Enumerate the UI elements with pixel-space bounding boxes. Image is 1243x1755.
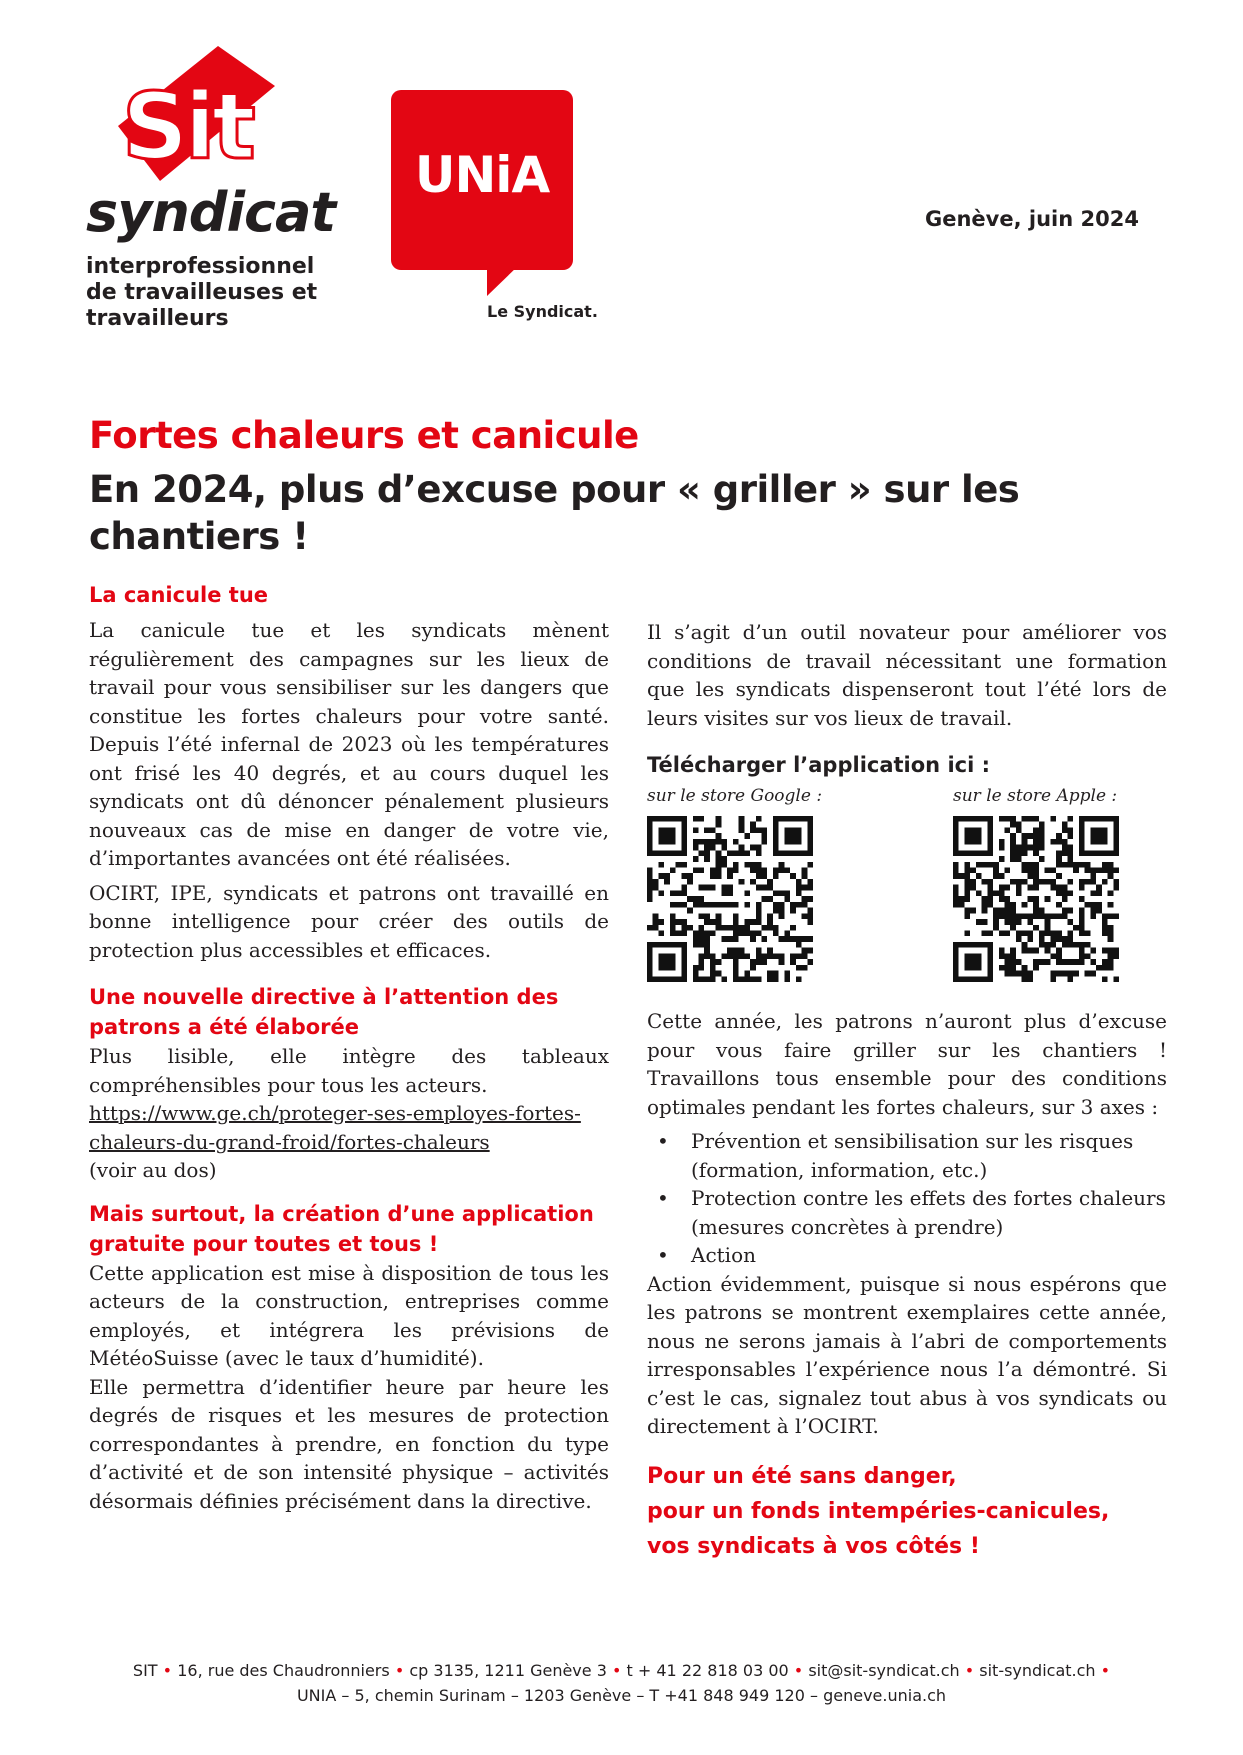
bullet-icon: •	[657, 1243, 669, 1267]
sit-logo-text: Sit	[122, 73, 252, 180]
sit-logo	[86, 46, 336, 336]
separator-dot-icon: •	[793, 1661, 809, 1680]
footer	[0, 1658, 1243, 1708]
footer-po-box: cp 3135, 1211 Genève 3	[409, 1661, 607, 1680]
bullet-icon: •	[657, 1186, 669, 1210]
download-heading: Télécharger l’application ici :	[647, 753, 990, 777]
slogan-line: vos syndicats à vos côtés !	[647, 1533, 980, 1559]
qr-code-google-icon[interactable]	[647, 816, 813, 982]
unia-logo	[391, 90, 611, 330]
paragraph: OCIRT, IPE, syndicats et patrons ont travaillé en bonne intelligence pour créer des outils de protection plus accessibles et efficaces.	[89, 880, 609, 962]
axes-list	[647, 1127, 1167, 1270]
paragraph: Elle permettra d’identifier heure par heure les degrés de risques et les mesures de protection correspondantes à prendre, en fonction du type d’activité et de son intensité physique – activités désormais définies précisément dans la directive.	[89, 1374, 609, 1513]
section-heading-directive: Une nouvelle directive à l’attention des patrons a été élaborée	[89, 985, 559, 1039]
paragraph: Cette année, les patrons n’auront plus d’excuse pour vous faire griller sur les chantiers ! Travaillons tous ensemble pour des conditions optimales pendant les fortes chaleurs, sur 3 axes :	[647, 1009, 1167, 1119]
paragraph: Il s’agit d’un outil novateur pour améliorer vos conditions de travail nécessitant une formation que les syndicats dispenseront tout l’été lors de leurs visites sur vos lieux de travail.	[647, 620, 1167, 730]
unia-logo-tail	[391, 90, 611, 330]
store-label-google: sur le store Google :	[647, 786, 823, 806]
list-item: • Prévention et sensibilisation sur les risques (formation, information, etc.)	[657, 1129, 1134, 1182]
sit-logo-mark	[100, 46, 280, 186]
separator-dot-icon: •	[611, 1661, 627, 1680]
sit-subtitle-line: travailleurs	[86, 306, 229, 331]
sit-logo-subtitle	[86, 254, 317, 332]
footer-website[interactable]: sit-syndicat.ch	[979, 1661, 1096, 1680]
paragraph: Plus lisible, elle intègre des tableaux compréhensibles pour tous les acteurs.	[89, 1044, 609, 1097]
link-note: (voir au dos)	[89, 1158, 217, 1182]
store-label-apple: sur le store Apple :	[953, 786, 1118, 806]
slogan-line: Pour un été sans danger,	[647, 1463, 957, 1489]
store-qr-codes	[647, 782, 1167, 1007]
bullet-icon: •	[657, 1129, 669, 1153]
paragraph: Cette application est mise à disposition de tous les acteurs de la construction, entreprises comme employés, et intégrera les prévisions de MétéoSuisse (avec le taux d’humidité).	[89, 1260, 609, 1370]
footer-email[interactable]: sit@sit-syndicat.ch	[808, 1661, 960, 1680]
separator-dot-icon: •	[162, 1661, 178, 1680]
footer-address: 16, rue des Chaudronniers	[177, 1661, 390, 1680]
list-item: • Protection contre les effets des fortes chaleurs (mesures concrètes à prendre)	[657, 1186, 1166, 1239]
separator-dot-icon: •	[1100, 1661, 1111, 1680]
document-date: Genève, juin 2024	[925, 207, 1139, 231]
section-heading-canicule: La canicule tue	[89, 583, 269, 607]
sit-subtitle-line: interprofessionnel	[86, 254, 315, 279]
qr-code-apple-icon[interactable]	[953, 816, 1119, 982]
sit-logo-name: syndicat	[86, 181, 336, 244]
footer-phone: t + 41 22 818 03 00	[626, 1661, 789, 1680]
left-column	[89, 580, 609, 1515]
separator-dot-icon: •	[394, 1661, 410, 1680]
page-title: Fortes chaleurs et canicule	[89, 414, 639, 457]
footer-sit-name: SIT	[132, 1661, 158, 1680]
right-column	[647, 618, 1167, 1564]
list-item: • Action	[647, 1241, 1167, 1270]
paragraph: Action évidemment, puisque si nous espérons que les patrons se montrent exemplaires cette année, nous ne serons jamais à l’abri de comportements irresponsables l’expérience nous l’a démontré. Si c’est le cas, signalez tout abus à vos syndicats ou directement à l’OCIRT.	[647, 1271, 1167, 1438]
directive-link[interactable]: https://www.ge.ch/proteger-ses-employes-fortes-chaleurs-du-grand-froid/fortes-chaleurs	[89, 1101, 581, 1154]
section-heading-application: Mais surtout, la création d’une application gratuite pour toutes et tous !	[89, 1201, 594, 1256]
sit-subtitle-line: de travailleuses et	[86, 280, 318, 305]
unia-logo-name: UNiA	[414, 146, 550, 204]
closing-slogan	[647, 1459, 1167, 1564]
slogan-line: pour un fonds intempéries-canicules,	[647, 1498, 1110, 1524]
page-subtitle: En 2024, plus d’excuse pour « griller » sur les chantiers !	[89, 468, 1020, 558]
footer-line-unia: UNIA – 5, chemin Surinam – 1203 Genève – T +41 848 949 120 – geneve.unia.ch	[296, 1686, 947, 1705]
paragraph: La canicule tue et les syndicats mènent régulièrement des campagnes sur les lieux de travail pour vous sensibiliser sur les dangers que constitue les fortes chaleurs pour votre santé. Depuis l’été infernal de 2023 où les températures ont frisé les 40 degrés, et au cours duquel les syndicats ont dû dénoncer pénalement plusieurs nouveaux cas de mise en danger de votre vie, d’importantes avancées ont été réalisées.	[89, 618, 609, 870]
separator-dot-icon: •	[964, 1661, 980, 1680]
footer-line-sit	[0, 1658, 1243, 1683]
unia-logo-tagline: Le Syndicat.	[487, 302, 598, 321]
